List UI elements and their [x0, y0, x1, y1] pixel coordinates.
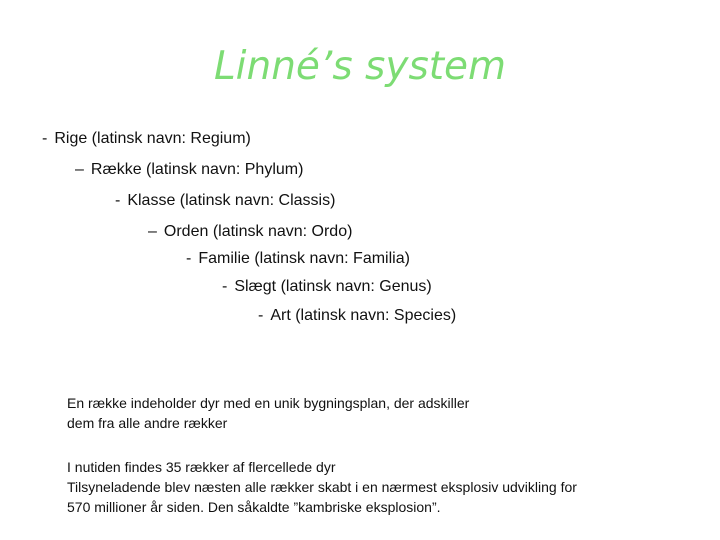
bullet-dash: - [115, 192, 121, 209]
hierarchy-text: Familie (latinsk navn: Familia) [198, 250, 410, 267]
bullet-dash: - [186, 250, 192, 267]
bullet-dash: - [222, 278, 228, 295]
paragraph-spacer [67, 433, 687, 457]
hierarchy-item-art [258, 306, 456, 326]
notes-line: dem fra alle andre rækker [67, 415, 228, 431]
hierarchy-item-slaegt [222, 277, 432, 297]
bullet-dash: - [258, 307, 264, 324]
hierarchy-text: Orden (latinsk navn: Ordo) [163, 223, 353, 240]
hierarchy-text: Rige (latinsk navn: Regium) [54, 130, 251, 147]
hierarchy-text: Række (latinsk navn: Phylum) [90, 161, 304, 178]
notes-line: En række indeholder dyr med en unik bygningsplan, der adskiller [67, 395, 470, 411]
bullet-dash: - [42, 130, 48, 147]
notes-block [67, 393, 687, 517]
hierarchy-item-familie [186, 249, 410, 269]
hierarchy-item-orden [148, 222, 352, 242]
hierarchy-text: Slægt (latinsk navn: Genus) [234, 278, 432, 295]
bullet-dash: – [148, 223, 157, 240]
hierarchy-text: Klasse (latinsk navn: Classis) [127, 192, 336, 209]
notes-line: I nutiden findes 35 rækker af flercellede dyr [67, 459, 336, 475]
slide-title: Linné’s system [213, 44, 507, 89]
hierarchy-item-rige [42, 129, 251, 149]
notes-line: 570 millioner år siden. Den såkaldte ”kambriske eksplosion”. [67, 499, 441, 515]
hierarchy-item-raekke [75, 160, 303, 180]
bullet-dash: – [75, 161, 84, 178]
hierarchy-text: Art (latinsk navn: Species) [270, 307, 457, 324]
hierarchy-item-klasse [115, 191, 335, 211]
notes-line: Tilsyneladende blev næsten alle rækker skabt i en nærmest eksplosiv udvikling for [67, 479, 577, 495]
